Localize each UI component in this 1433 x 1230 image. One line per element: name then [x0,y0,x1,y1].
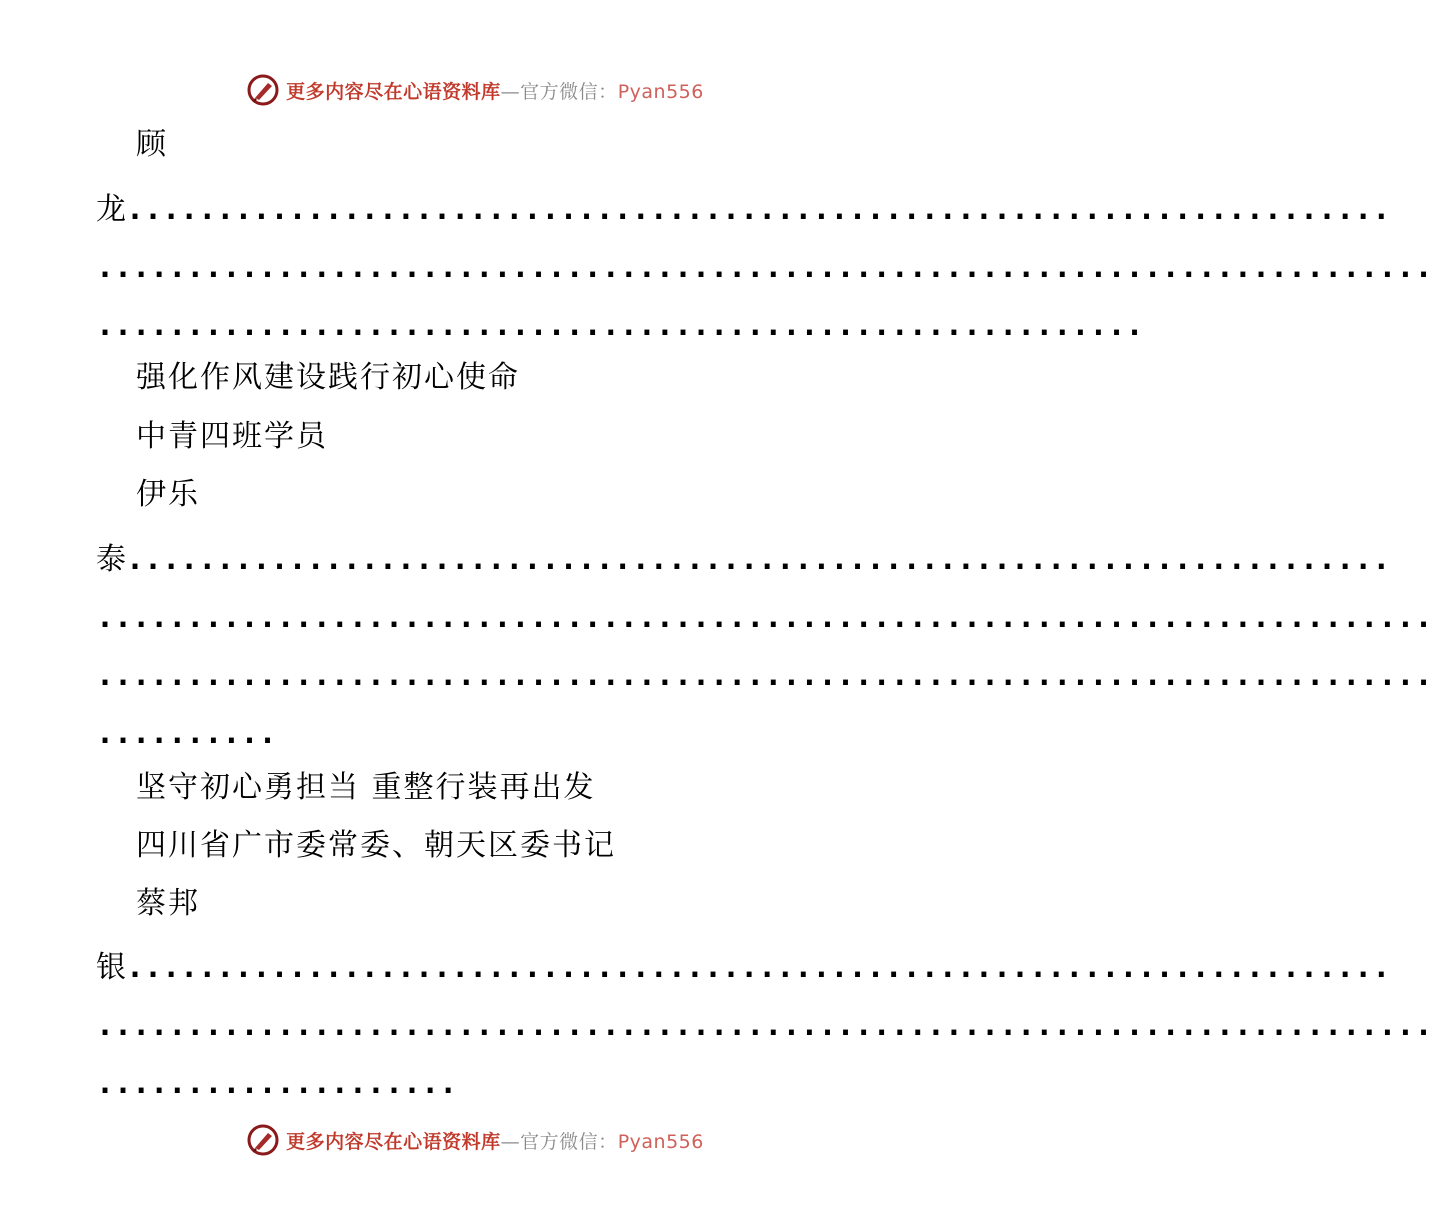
dot-leader: ...................................................................... [126,950,1391,985]
dot-leader: .......................................................................... [96,1008,1433,1043]
toc-author-given: 顾 [136,127,168,162]
toc-leader-row [96,306,1144,346]
toc-leader-row [96,656,1433,696]
dot-leader: ...................................................................... [126,542,1391,577]
pen-logo-icon [246,1123,280,1157]
toc-leader-row [96,248,1433,288]
toc-leader-row [96,714,277,754]
dot-leader: .......................................................................... [96,250,1433,285]
dot-leader: .......................................................... [96,308,1144,343]
watermark-prefix: 更多内容尽在心语资料库 [286,1130,501,1153]
toc-author-given: 伊乐 [136,477,200,512]
dot-leader: .................... [96,1066,458,1101]
watermark-middle: 官方微信： [520,1130,618,1153]
toc-leader-row [96,1006,1433,1046]
watermark-text [286,1127,704,1154]
watermark-middle: 官方微信： [520,80,618,103]
toc-author-last-char: 银 [96,950,126,985]
watermark-prefix: 更多内容尽在心语资料库 [286,80,501,103]
toc-entry-title: 强化作风建设践行初心使命 [136,360,520,395]
toc-entry-affiliation: 中青四班学员 [136,419,328,454]
dot-leader: .......................................................................... [96,600,1433,635]
watermark-banner-bottom [0,1120,950,1160]
toc-author-given: 蔡邦 [136,886,200,921]
toc-leader-row [96,598,1433,638]
toc-entry-title: 坚守初心勇担当 重整行装再出发 [136,770,596,805]
toc-author-last-char: 龙 [96,192,126,227]
toc-leader-row [96,1064,458,1104]
toc-leader-row [96,948,1391,988]
dot-leader: .......................................................................... [96,658,1433,693]
toc-entry-affiliation: 四川省广市委常委、朝天区委书记 [136,828,616,863]
dot-leader: .......... [96,716,277,751]
watermark-wechat-id: Pyan556 [617,1130,704,1153]
dot-leader: ...................................................................... [126,192,1391,227]
watermark-wechat-id: Pyan556 [617,80,704,103]
toc-author-last-char: 泰 [96,542,126,577]
toc-leader-row [96,540,1391,580]
watermark-dash: — [500,80,521,103]
toc-leader-row [96,190,1391,230]
watermark-dash: — [500,1130,521,1153]
